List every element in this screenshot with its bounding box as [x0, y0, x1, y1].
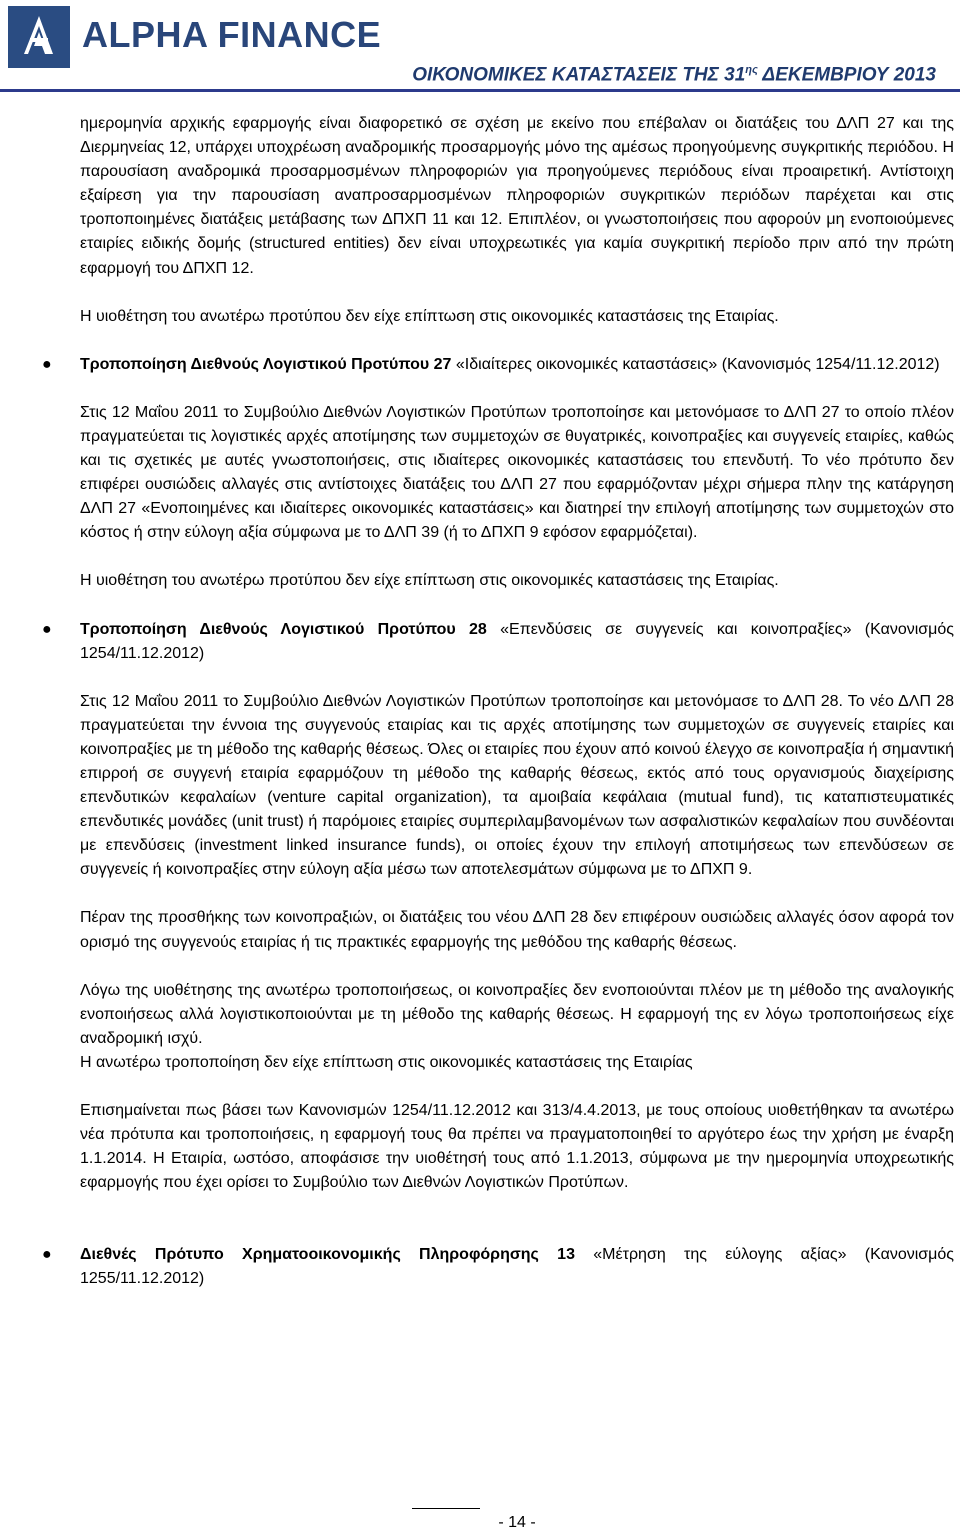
bullet-icon: ● [42, 355, 52, 373]
bullet-ias27-title: Τροποποίηση Διεθνούς Λογιστικού Προτύπου 27 [80, 355, 452, 373]
bullet-ias28 [42, 618, 954, 666]
bullet-ias27-text [80, 353, 954, 377]
bullet-ias28-text [80, 618, 954, 666]
bullet-ias28-subtitle: «Επενδύσεις σε συγγενείς και κοινοπραξίες» (Κανονισμός 1254/11.12.2012) [80, 620, 954, 662]
paragraph-7: Λόγω της υιοθέτησης της ανωτέρω τροποποιήσεως, οι κοινοπραξίες δεν ενοποιούνται πλέον με τη μέθοδο της αναλογικής ενοποιήσεως αλλά λογιστικοποιούνται με τη μέθοδο της καθαρής θέσεως. Η εφαρμογή της εν λόγω τροποποιήσεως είχε αναδρομική ισχύ. [80, 981, 954, 1047]
paragraph-8: Η ανωτέρω τροποποίηση δεν είχε επίπτωση στις οικονομικές καταστάσεις της Εταιρίας [80, 1053, 693, 1071]
report-title [412, 64, 936, 86]
bullet-ifrs13 [42, 1243, 954, 1291]
document-body [42, 112, 954, 1292]
alpha-bank-logo [8, 6, 70, 68]
paragraph-3: Στις 12 Μαΐου 2011 το Συμβούλιο Διεθνών Λογιστικών Προτύπων τροποποίησε και μετονόμασε το ΔΛΠ 27 το οποίο πλέον πραγματεύεται τις λογιστικές αρχές αποτίμησης των συμμετοχών σε θυγατρικές, κοινοπραξίες και συγγενείς εταιρίες, καθώς και τις σχετικές με αυτές γνωστοποιήσεις, στις ιδιαίτερες οικονομικές καταστάσεις του επενδυτή. Το νέο πρότυπο δεν επιφέρει ουσιώδεις αλλαγές στις αντίστοιχες διατάξεις του ΔΛΠ 27 που εφαρμόζονταν μέχρι σήμερα πλην της κατάργηση ΔΛΠ 27 «Ενοποιημένες και ιδιαίτερες οικονομικές καταστάσεις» και διατηρεί την επιλογή αποτίμησης των συμμετοχών στο κόστος ή στην εύλογη αξία σύμφωνα με το ΔΛΠ 39 (ή το ΔΠΧΠ 9 εφόσον εφαρμόζεται). [80, 403, 954, 542]
bullet-ias27-subtitle: «Ιδιαίτερες οικονομικές καταστάσεις» (Κανονισμός 1254/11.12.2012) [451, 355, 940, 373]
brand-name: ALPHA FINANCE [82, 14, 382, 55]
footer-divider [412, 1508, 480, 1509]
header-divider [0, 89, 960, 92]
bullet-ifrs13-title: Διεθνές Πρότυπο Χρηματοοικονομικής Πληροφόρησης 13 [80, 1246, 575, 1264]
paragraph-2: Η υιοθέτηση του ανωτέρω προτύπου δεν είχε επίπτωση στις οικονομικές καταστάσεις της Εταιρίας. [80, 307, 779, 325]
bullet-ias27 [42, 353, 954, 377]
bullet-ias28-title: Τροποποίηση Διεθνούς Λογιστικού Προτύπου 28 [80, 620, 487, 638]
report-title-suffix: ΔΕΚΕΜΒΡΙΟΥ 2013 [757, 64, 936, 86]
bullet-icon: ● [42, 620, 52, 638]
report-title-sup: ης [745, 64, 758, 76]
page-header [0, 0, 960, 90]
bullet-ifrs13-text [80, 1243, 954, 1291]
paragraph-9: Επισημαίνεται πως βάσει των Κανονισμών 1254/11.12.2012 και 313/4.4.2013, με τους οποίους υιοθετήθηκαν τα ανωτέρω νέα πρότυπα και τροποποιήσεις, η εφαρμογή τους θα πρέπει να πραγματοποιηθεί το αργότερο έως την χρήση με έναρξη 1.1.2014. Η Εταιρία, ωστόσο, αποφάσισε την υιοθέτησή τους από 1.1.2013, σύμφωνα με την ημερομηνία υποχρεωτικής εφαρμογής που έχει ορίσει το Συμβούλιο των Διεθνών Λογιστικών Προτύπων. [80, 1102, 954, 1192]
bullet-ifrs13-subtitle: «Μέτρηση της εύλογης αξίας» (Κανονισμός 1255/11.12.2012) [80, 1246, 954, 1288]
paragraph-4: Η υιοθέτηση του ανωτέρω προτύπου δεν είχε επίπτωση στις οικονομικές καταστάσεις της Εταιρίας. [80, 572, 779, 590]
paragraph-1: ημερομηνία αρχικής εφαρμογής είναι διαφορετικό σε σχέση με εκείνο που επέβαλαν οι διατάξεις του ΔΛΠ 27 και της Διερμηνείας 12, υπάρχει υποχρέωση αναδρομικής προσαρμογής μόνο της αμέσως προηγούμενης συγκριτικής περιόδου. Η παρουσίαση αναδρομικά προσαρμοσμένων πληροφοριών για προηγούμενες περιόδους είναι προαιρετική. Αντίστοιχη εξαίρεση για την παρουσίαση αναπροσαρμοσμένων πληροφοριών συγκριτικών περιόδων παρέχεται και στις τροποποιημένες διατάξεις μετάβασης των ΔΠΧΠ 11 και 12. Επιπλέον, οι γνωστοποιήσεις που αφορούν μη ενοποιούμενες εταιρίες ειδικής δομής (structured entities) δεν είναι υποχρεωτικές για καμία συγκριτική περίοδο πριν από την πρώτη εφαρμογή του ΔΠΧΠ 12. [80, 115, 954, 277]
page-number: - 14 - [498, 1514, 536, 1531]
paragraph-6: Πέραν της προσθήκης των κοινοπραξιών, οι διατάξεις του νέου ΔΛΠ 28 δεν επιφέρουν ουσιώδεις αλλαγές όσον αφορά τον ορισμό της συγγενούς εταιρίας ή τις πρακτικές εφαρμογής της μεθόδου της καθαρής θέσεως. [80, 909, 954, 951]
paragraph-5: Στις 12 Μαΐου 2011 το Συμβούλιο Διεθνών Λογιστικών Προτύπων τροποποίησε και μετονόμασε το ΔΛΠ 28. Το νέο ΔΛΠ 28 πραγματεύεται την έννοια της συγγενούς εταιρίας και τις αρχές αποτίμησης των συμμετοχών σε συγγενείς εταιρίες και κοινοπραξίες με τη μέθοδο της καθαρής θέσεως. Όλες οι εταιρίες που έχουν από κοινού έλεγχο σε κοινοπραξία ή σημαντική επιρροή σε συγγενή εταιρία εφαρμόζουν τη μέθοδο της καθαρής θέσεως, εκτός από τους οργανισμούς διαχείρισης επενδυτικών κεφαλαίων (venture capital organization), τα αμοιβαία κεφάλαια (mutual fund), τις καταπιστευματικές επενδυτικές μονάδες (unit trust) ή παρόμοιες εταιρίες συμπεριλαμβανομένων των ασφαλιστικών κεφαλαίων που συνδέονται με επενδύσεις (investment linked insurance funds), οι οποίες έχουν την επιλογή αποτιμήσεως των επενδύσεων σε συγγενείς ή κοινοπραξίες στην εύλογη αξία μέσω των αποτελεσμάτων σύμφωνα με το ΔΠΧΠ 9. [80, 692, 954, 879]
bullet-icon: ● [42, 1246, 52, 1264]
report-title-prefix: ΟΙΚΟΝΟΜΙΚΕΣ ΚΑΤΑΣΤΑΣΕΙΣ ΤΗΣ 31 [412, 64, 746, 86]
